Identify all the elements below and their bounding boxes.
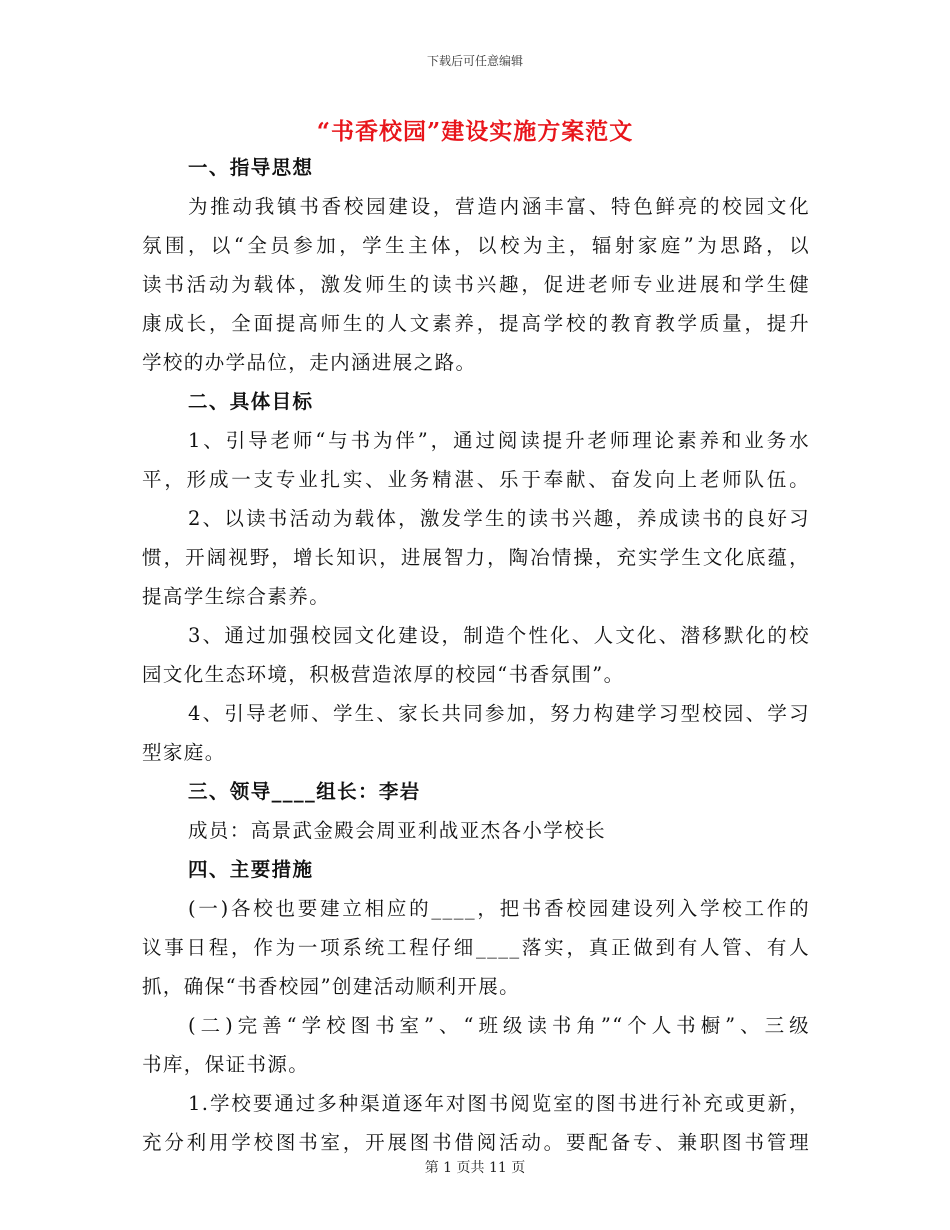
paragraph-line: 平，形成一支专业扎实、业务精湛、乐于奉献、奋发向上老师队伍。: [142, 468, 810, 491]
paragraph-line: 为推动我镇书香校园建设，营造内涵丰富、特色鲜亮的校园文化: [188, 195, 810, 218]
paragraph-line: 康成长，全面提高师生的人文素养，提高学校的教育教学质量，提升: [142, 312, 810, 335]
paragraph-line: 型家庭。: [142, 741, 226, 764]
section-heading: 一、指导思想: [188, 156, 314, 179]
section-heading: 二、具体目标: [188, 390, 314, 413]
paragraph-line: 书库，保证书源。: [142, 1053, 310, 1076]
paragraph-line: 充分利用学校图书室，开展图书借阅活动。要配备专、兼职图书管理: [142, 1131, 810, 1154]
paragraph-line: 惯，开阔视野，增长知识，进展智力，陶冶情操，充实学生文化底蕴，: [142, 546, 810, 569]
paragraph-line: 园文化生态环境，积极营造浓厚的校园“书香氛围”。: [142, 663, 625, 686]
paragraph-line: 读书活动为载体，激发师生的读书兴趣，促进老师专业进展和学生健: [142, 273, 810, 296]
paragraph-line: 提高学生综合素养。: [142, 585, 331, 608]
document-body: [142, 148, 810, 1162]
paragraph-line: 抓，确保“书香校园”创建活动顺利开展。: [142, 975, 521, 998]
page-footer: 第 1 页共 11 页: [424, 1160, 526, 1176]
section-heading: 三、领导____组长：李岩: [188, 780, 421, 803]
paragraph-line: 议事日程，作为一项系统工程仔细____落实，真正做到有人管、有人: [142, 936, 810, 959]
paragraph-line: 1、引导老师“与书为伴”，通过阅读提升老师理论素养和业务水: [188, 429, 810, 452]
section-heading: 四、主要措施: [188, 858, 314, 881]
paragraph-line: 3、通过加强校园文化建设，制造个性化、人文化、潜移默化的校: [188, 624, 810, 647]
paragraph-line: 氛围，以“全员参加，学生主体，以校为主，辐射家庭”为思路，以: [142, 234, 810, 257]
paragraph-line: (二)完善“学校图书室”、“班级读书角”“个人书橱”、三级: [188, 1014, 810, 1037]
paragraph-line: 4、引导老师、学生、家长共同参加，努力构建学习型校园、学习: [188, 702, 810, 725]
paragraph-line: 1.学校要通过多种渠道逐年对图书阅览室的图书进行补充或更新，: [188, 1092, 810, 1115]
page-header: 下载后可任意编辑: [426, 54, 523, 68]
document-title: “书香校园”建设实施方案范文: [316, 118, 634, 145]
paragraph-line: 学校的办学品位，走内涵进展之路。: [142, 351, 477, 374]
paragraph-line: 成员：高景武金殿会周亚利战亚杰各小学校长: [188, 819, 607, 842]
paragraph-line: (一)各校也要建立相应的____，把书香校园建设列入学校工作的: [188, 897, 810, 920]
paragraph-line: 2、以读书活动为载体，激发学生的读书兴趣，养成读书的良好习: [188, 507, 810, 530]
